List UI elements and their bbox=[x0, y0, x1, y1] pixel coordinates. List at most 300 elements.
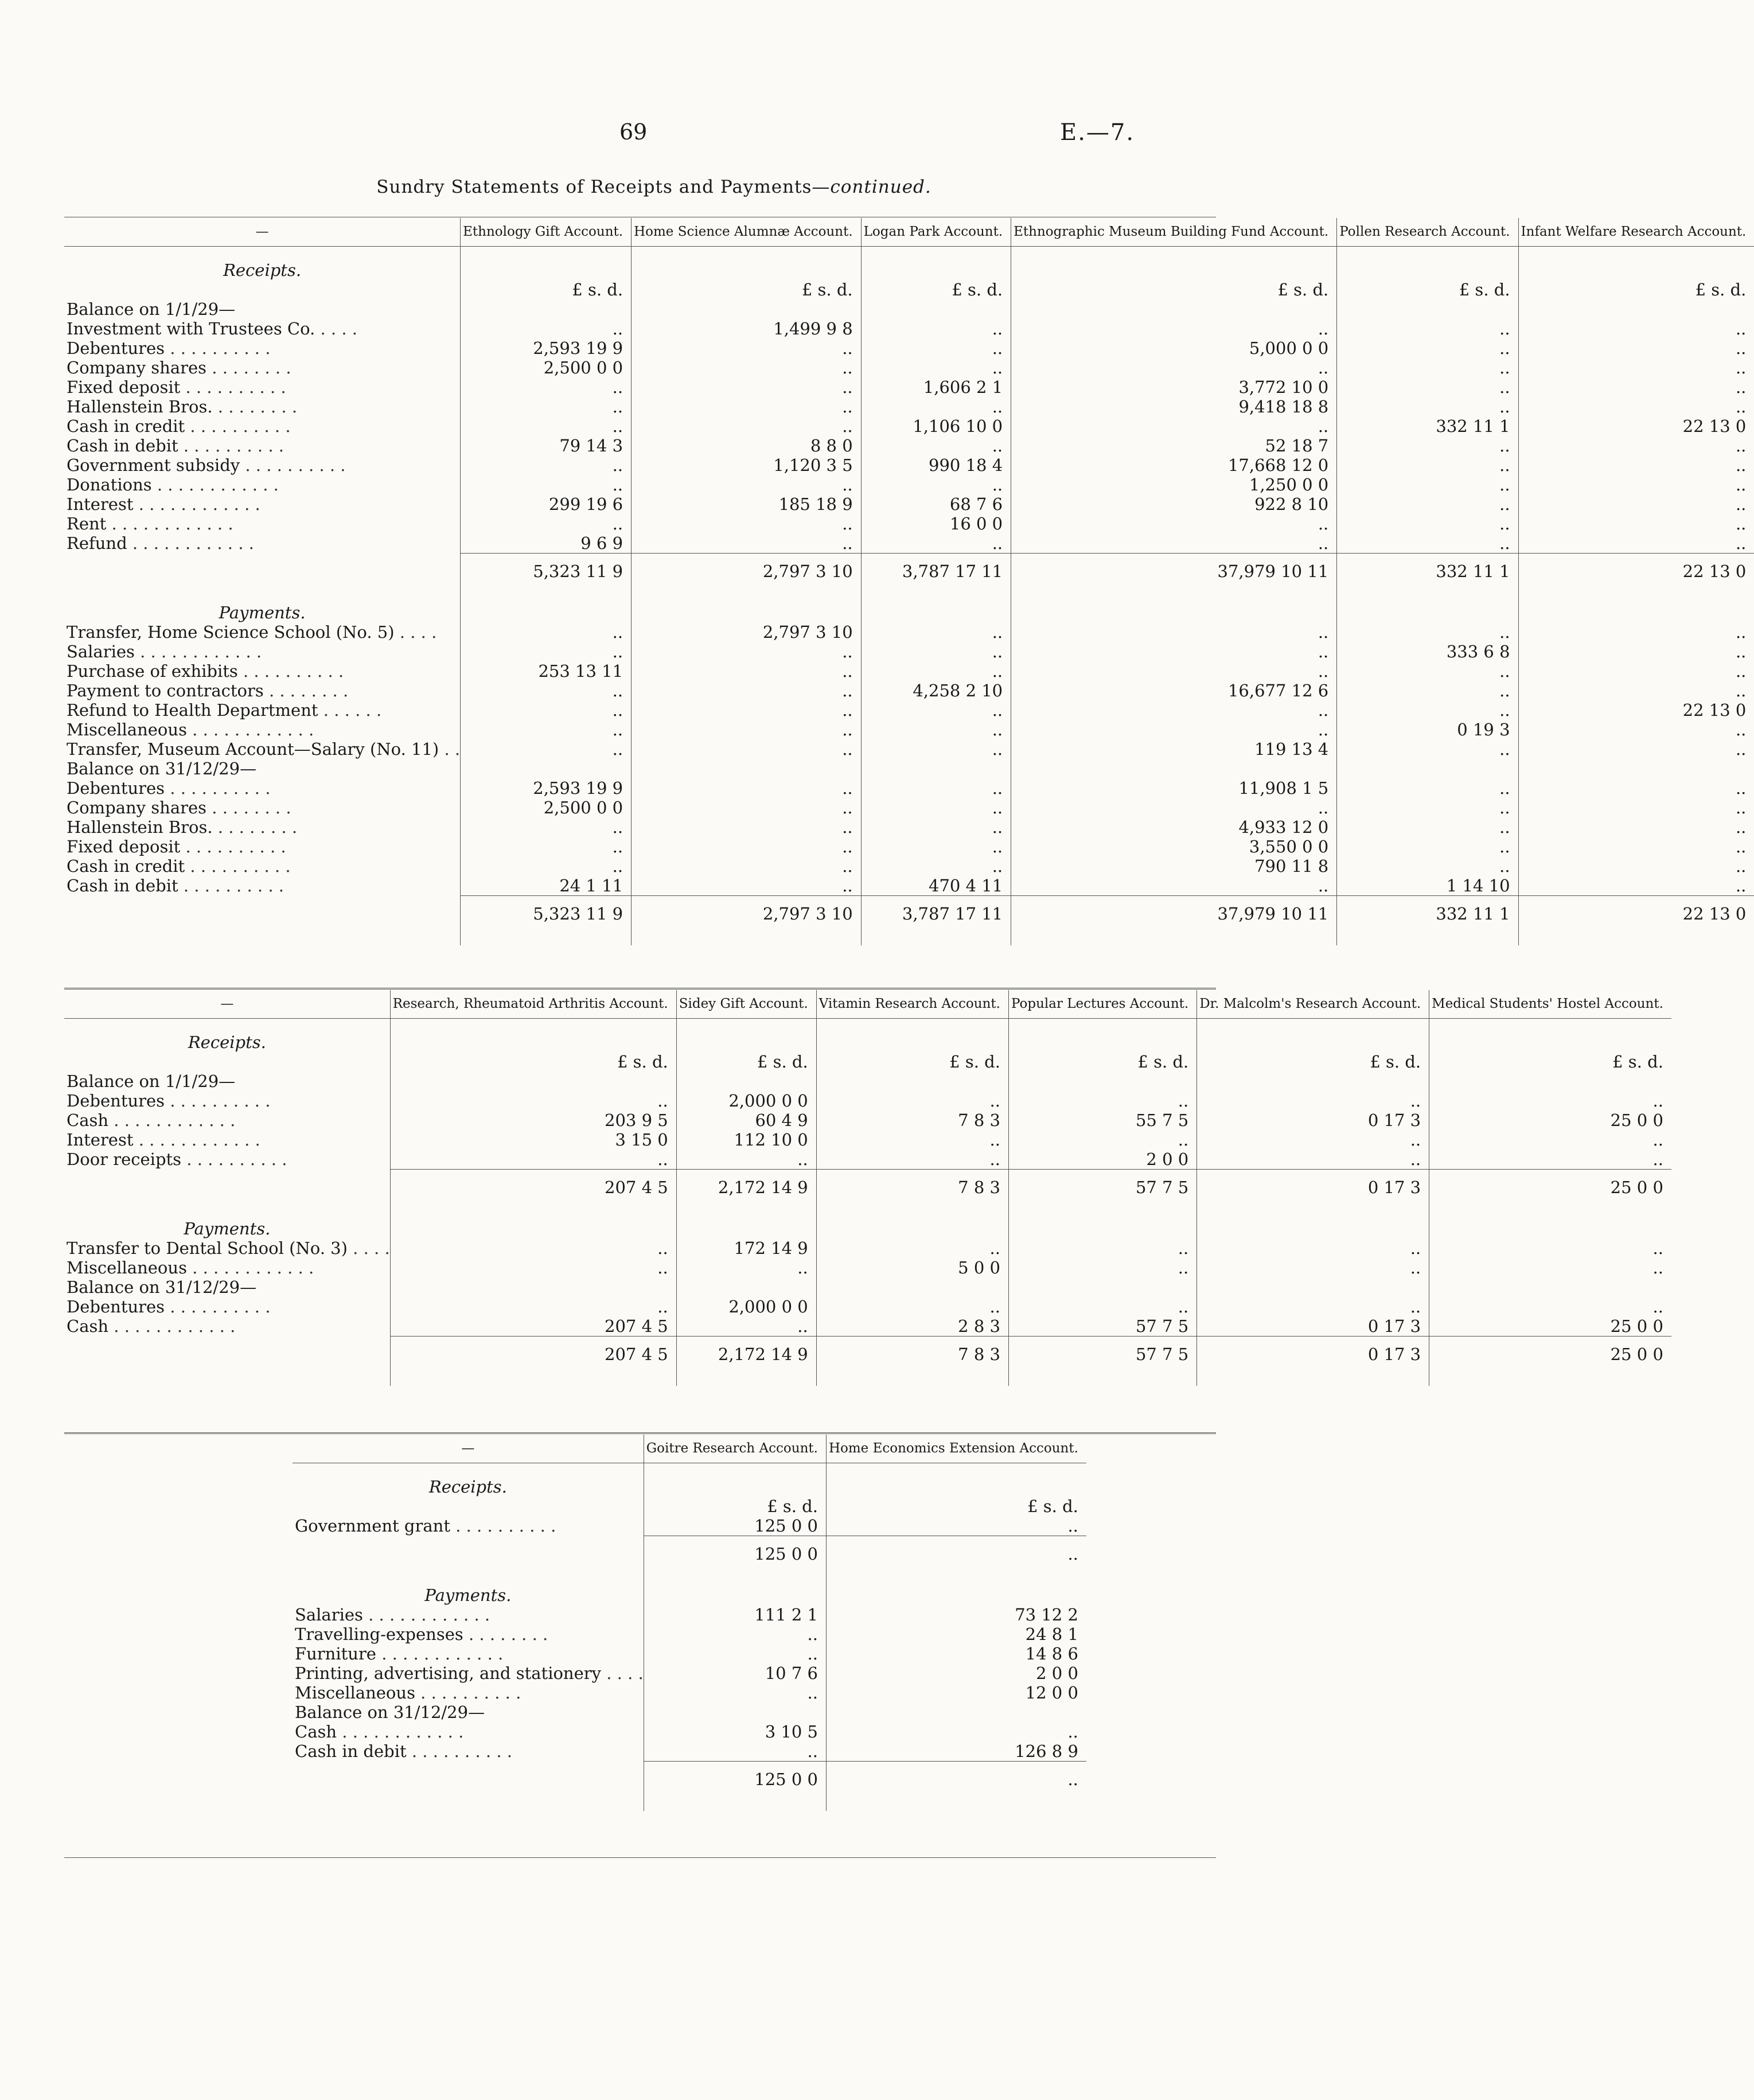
total-cell: 0 17 3 bbox=[1197, 1337, 1429, 1373]
amount-cell: 11,908 1 5 bbox=[1011, 778, 1337, 798]
table-row bbox=[64, 759, 1754, 778]
total-cell: 22 13 0 bbox=[1518, 554, 1754, 590]
row-label: Balance on 1/1/29— bbox=[67, 1072, 236, 1091]
row-label: Rent . . . . . . . . . . . . bbox=[67, 514, 233, 533]
amount-cell: .. bbox=[861, 338, 1011, 358]
amount-cell: 1,606 2 1 bbox=[861, 377, 1011, 397]
amount-cell: .. bbox=[1337, 377, 1518, 397]
amount-cell: .. bbox=[1197, 1297, 1429, 1316]
amount-cell: .. bbox=[861, 475, 1011, 494]
amount-cell: .. bbox=[861, 798, 1011, 817]
amount-cell: .. bbox=[461, 475, 632, 494]
amount-cell bbox=[1197, 1277, 1429, 1297]
amount-cell bbox=[1197, 1072, 1429, 1091]
table-row bbox=[64, 358, 1754, 377]
table-row bbox=[64, 514, 1754, 533]
amount-cell: .. bbox=[1197, 1091, 1429, 1111]
amount-cell: 22 13 0 bbox=[1518, 416, 1754, 436]
statement-table-3 bbox=[293, 1435, 1086, 1811]
table-row bbox=[64, 1238, 1671, 1258]
row-label: Fixed deposit . . . . . . . . . . bbox=[67, 837, 286, 856]
amount-cell: .. bbox=[461, 681, 632, 700]
amount-cell: .. bbox=[1011, 720, 1337, 739]
amount-cell: .. bbox=[861, 436, 1011, 455]
column-header: Dr. Malcolm's Research Account. bbox=[1197, 990, 1429, 1019]
total-cell: 0 17 3 bbox=[1197, 1170, 1429, 1206]
total-cell: 57 7 5 bbox=[1008, 1337, 1196, 1373]
column-header: Vitamin Research Account. bbox=[816, 990, 1008, 1019]
amount-cell: .. bbox=[861, 533, 1011, 554]
currency-header: £ s. d. bbox=[816, 1052, 1008, 1072]
total-cell: .. bbox=[826, 1536, 1086, 1572]
amount-cell: .. bbox=[1337, 514, 1518, 533]
amount-cell: .. bbox=[816, 1150, 1008, 1170]
amount-cell: .. bbox=[1518, 397, 1754, 416]
table-row bbox=[293, 1605, 1086, 1624]
amount-cell: .. bbox=[461, 377, 632, 397]
amount-cell: .. bbox=[861, 661, 1011, 681]
amount-cell: 1,120 3 5 bbox=[632, 455, 862, 475]
currency-header: £ s. d. bbox=[861, 280, 1011, 299]
table-row bbox=[293, 1702, 1086, 1722]
amount-cell: .. bbox=[1197, 1150, 1429, 1170]
table-row bbox=[64, 817, 1754, 837]
total-cell: 25 0 0 bbox=[1429, 1337, 1671, 1373]
amount-cell bbox=[461, 299, 632, 319]
amount-cell: 1,499 9 8 bbox=[632, 319, 862, 338]
amount-cell: 2,500 0 0 bbox=[461, 358, 632, 377]
amount-cell bbox=[1429, 1277, 1671, 1297]
amount-cell: 3,772 10 0 bbox=[1011, 377, 1337, 397]
amount-cell: 299 19 6 bbox=[461, 494, 632, 514]
table-row bbox=[64, 338, 1754, 358]
total-cell: 207 4 5 bbox=[390, 1170, 676, 1206]
row-label: Payment to contractors . . . . . . . . bbox=[67, 681, 349, 700]
column-header: Logan Park Account. bbox=[861, 218, 1011, 247]
table-row bbox=[64, 1277, 1671, 1297]
amount-cell bbox=[632, 299, 862, 319]
row-label: Balance on 1/1/29— bbox=[67, 299, 236, 319]
amount-cell: 203 9 5 bbox=[390, 1111, 676, 1130]
amount-cell bbox=[1518, 299, 1754, 319]
table-row bbox=[64, 1316, 1671, 1337]
amount-cell: .. bbox=[1337, 778, 1518, 798]
amount-cell: .. bbox=[1518, 642, 1754, 661]
amount-cell: .. bbox=[461, 700, 632, 720]
row-label: Fixed deposit . . . . . . . . . . bbox=[67, 377, 286, 397]
amount-cell: 17,668 12 0 bbox=[1011, 455, 1337, 475]
table-row bbox=[64, 455, 1754, 475]
table-row bbox=[64, 397, 1754, 416]
amount-cell bbox=[816, 1277, 1008, 1297]
row-label: Balance on 31/12/29— bbox=[67, 759, 257, 778]
amount-cell: .. bbox=[461, 416, 632, 436]
row-label: Debentures . . . . . . . . . . bbox=[67, 338, 271, 358]
amount-cell: 0 17 3 bbox=[1197, 1111, 1429, 1130]
amount-cell: .. bbox=[461, 739, 632, 759]
total-cell: .. bbox=[826, 1762, 1086, 1798]
amount-cell: 3,550 0 0 bbox=[1011, 837, 1337, 856]
amount-cell: .. bbox=[632, 338, 862, 358]
amount-cell: 24 8 1 bbox=[826, 1624, 1086, 1644]
amount-cell: .. bbox=[1011, 700, 1337, 720]
row-label: Hallenstein Bros. . . . . . . . . bbox=[67, 817, 298, 837]
amount-cell: 0 17 3 bbox=[1197, 1316, 1429, 1337]
amount-cell: 2 0 0 bbox=[826, 1663, 1086, 1683]
row-label: Cash . . . . . . . . . . . . bbox=[67, 1316, 236, 1337]
amount-cell: 68 7 6 bbox=[861, 494, 1011, 514]
currency-header: £ s. d. bbox=[632, 280, 862, 299]
amount-cell: .. bbox=[644, 1741, 826, 1762]
total-cell: 5,323 11 9 bbox=[461, 896, 632, 932]
row-label: Investment with Trustees Co. . . . . bbox=[67, 319, 358, 338]
amount-cell: 253 13 11 bbox=[461, 661, 632, 681]
statement-table-1 bbox=[64, 218, 1754, 945]
table-row bbox=[293, 1663, 1086, 1683]
amount-cell: 3 15 0 bbox=[390, 1130, 676, 1150]
amount-cell bbox=[861, 759, 1011, 778]
amount-cell: .. bbox=[644, 1644, 826, 1663]
row-label: Cash in credit . . . . . . . . . . bbox=[67, 856, 291, 876]
amount-cell: .. bbox=[1337, 533, 1518, 554]
amount-cell: .. bbox=[1518, 856, 1754, 876]
amount-cell: .. bbox=[461, 319, 632, 338]
table-row bbox=[64, 681, 1754, 700]
amount-cell: .. bbox=[1008, 1297, 1196, 1316]
amount-cell: .. bbox=[1011, 622, 1337, 642]
total-row bbox=[64, 554, 1754, 590]
amount-cell: 60 4 9 bbox=[676, 1111, 816, 1130]
amount-cell: .. bbox=[1518, 661, 1754, 681]
row-label: Transfer, Museum Account—Salary (No. 11) . . bbox=[67, 739, 461, 759]
amount-cell: .. bbox=[1197, 1258, 1429, 1277]
amount-cell: 185 18 9 bbox=[632, 494, 862, 514]
row-label: Cash in credit . . . . . . . . . . bbox=[67, 416, 291, 436]
amount-cell: .. bbox=[1518, 533, 1754, 554]
amount-cell: .. bbox=[861, 837, 1011, 856]
row-label: Salaries . . . . . . . . . . . . bbox=[67, 642, 262, 661]
amount-cell: 3 10 5 bbox=[644, 1722, 826, 1741]
amount-cell: 333 6 8 bbox=[1337, 642, 1518, 661]
rule-top-2 bbox=[64, 988, 1216, 989]
amount-cell: 126 8 9 bbox=[826, 1741, 1086, 1762]
table-row bbox=[64, 1072, 1671, 1091]
amount-cell: 2,593 19 9 bbox=[461, 778, 632, 798]
amount-cell: .. bbox=[461, 837, 632, 856]
amount-cell: .. bbox=[390, 1238, 676, 1258]
amount-cell: .. bbox=[1337, 436, 1518, 455]
row-label: Government grant . . . . . . . . . . bbox=[295, 1516, 556, 1536]
total-cell: 332 11 1 bbox=[1337, 554, 1518, 590]
amount-cell: .. bbox=[632, 837, 862, 856]
amount-cell: .. bbox=[632, 778, 862, 798]
column-header: Ethnology Gift Account. bbox=[461, 218, 632, 247]
row-label: Salaries . . . . . . . . . . . . bbox=[295, 1605, 490, 1624]
amount-cell: 2,797 3 10 bbox=[632, 622, 862, 642]
header-dash: — bbox=[293, 1435, 644, 1463]
amount-cell: .. bbox=[632, 739, 862, 759]
amount-cell: .. bbox=[861, 720, 1011, 739]
currency-header: £ s. d. bbox=[826, 1497, 1086, 1516]
amount-cell: .. bbox=[1518, 681, 1754, 700]
row-label: Interest . . . . . . . . . . . . bbox=[67, 494, 260, 514]
row-label: Donations . . . . . . . . . . . . bbox=[67, 475, 279, 494]
amount-cell: .. bbox=[1011, 514, 1337, 533]
total-cell: 125 0 0 bbox=[644, 1536, 826, 1572]
table-row bbox=[64, 720, 1754, 739]
amount-cell: .. bbox=[632, 681, 862, 700]
section-label: Payments. bbox=[219, 603, 306, 622]
total-row bbox=[293, 1762, 1086, 1798]
row-label: Travelling-expenses . . . . . . . . bbox=[295, 1624, 548, 1644]
currency-header: £ s. d. bbox=[676, 1052, 816, 1072]
amount-cell: .. bbox=[861, 778, 1011, 798]
amount-cell: .. bbox=[816, 1297, 1008, 1316]
amount-cell: .. bbox=[1429, 1258, 1671, 1277]
amount-cell: .. bbox=[1337, 739, 1518, 759]
amount-cell: 14 8 6 bbox=[826, 1644, 1086, 1663]
amount-cell: .. bbox=[1011, 642, 1337, 661]
table-row bbox=[64, 377, 1754, 397]
amount-cell bbox=[1008, 1277, 1196, 1297]
currency-header: £ s. d. bbox=[461, 280, 632, 299]
amount-cell: 8 8 0 bbox=[632, 436, 862, 455]
amount-cell: .. bbox=[1337, 319, 1518, 338]
amount-cell: 22 13 0 bbox=[1518, 700, 1754, 720]
amount-cell: 470 4 11 bbox=[861, 876, 1011, 896]
table-row bbox=[64, 436, 1754, 455]
amount-cell bbox=[1011, 299, 1337, 319]
row-label: Cash in debit . . . . . . . . . . bbox=[295, 1741, 513, 1762]
amount-cell: .. bbox=[390, 1150, 676, 1170]
currency-header: £ s. d. bbox=[644, 1497, 826, 1516]
table-row bbox=[64, 1130, 1671, 1150]
amount-cell: .. bbox=[1011, 661, 1337, 681]
amount-cell: .. bbox=[1011, 319, 1337, 338]
header-dash: — bbox=[64, 990, 390, 1019]
amount-cell: 2,000 0 0 bbox=[676, 1091, 816, 1111]
column-header: Pollen Research Account. bbox=[1337, 218, 1518, 247]
amount-cell: .. bbox=[816, 1130, 1008, 1150]
row-label: Cash in debit . . . . . . . . . . bbox=[67, 436, 284, 455]
total-cell: 332 11 1 bbox=[1337, 896, 1518, 932]
amount-cell: .. bbox=[1337, 358, 1518, 377]
amount-cell: .. bbox=[1008, 1238, 1196, 1258]
amount-cell: 790 11 8 bbox=[1011, 856, 1337, 876]
row-label: Hallenstein Bros. . . . . . . . . bbox=[67, 397, 298, 416]
amount-cell: 1,250 0 0 bbox=[1011, 475, 1337, 494]
amount-cell: .. bbox=[632, 416, 862, 436]
total-cell: 125 0 0 bbox=[644, 1762, 826, 1798]
amount-cell: .. bbox=[1429, 1238, 1671, 1258]
currency-header: £ s. d. bbox=[1337, 280, 1518, 299]
amount-cell bbox=[632, 759, 862, 778]
amount-cell: .. bbox=[1518, 455, 1754, 475]
amount-cell: .. bbox=[861, 739, 1011, 759]
amount-cell: .. bbox=[1518, 319, 1754, 338]
table-row bbox=[64, 739, 1754, 759]
amount-cell: .. bbox=[632, 798, 862, 817]
amount-cell: 172 14 9 bbox=[676, 1238, 816, 1258]
amount-cell: .. bbox=[461, 397, 632, 416]
section-label: Receipts. bbox=[188, 1033, 266, 1052]
amount-cell: 112 10 0 bbox=[676, 1130, 816, 1150]
table-row bbox=[293, 1624, 1086, 1644]
column-header: Home Economics Extension Account. bbox=[826, 1435, 1086, 1463]
row-label: Debentures . . . . . . . . . . bbox=[67, 1297, 271, 1316]
page-heading bbox=[0, 177, 1308, 197]
amount-cell: .. bbox=[861, 358, 1011, 377]
column-header: Goitre Research Account. bbox=[644, 1435, 826, 1463]
amount-cell bbox=[861, 299, 1011, 319]
amount-cell: .. bbox=[644, 1683, 826, 1702]
amount-cell: 125 0 0 bbox=[644, 1516, 826, 1536]
amount-cell: .. bbox=[1337, 798, 1518, 817]
table-row bbox=[293, 1516, 1086, 1536]
amount-cell: .. bbox=[1011, 416, 1337, 436]
amount-cell bbox=[826, 1702, 1086, 1722]
amount-cell: .. bbox=[861, 319, 1011, 338]
amount-cell: 4,258 2 10 bbox=[861, 681, 1011, 700]
amount-cell: .. bbox=[1008, 1130, 1196, 1150]
amount-cell: .. bbox=[1337, 856, 1518, 876]
amount-cell: 52 18 7 bbox=[1011, 436, 1337, 455]
amount-cell: .. bbox=[1429, 1091, 1671, 1111]
amount-cell: 55 7 5 bbox=[1008, 1111, 1196, 1130]
amount-cell: 16,677 12 6 bbox=[1011, 681, 1337, 700]
amount-cell: .. bbox=[1337, 455, 1518, 475]
rule-top-3 bbox=[64, 1432, 1216, 1434]
amount-cell: .. bbox=[1518, 514, 1754, 533]
amount-cell: 25 0 0 bbox=[1429, 1316, 1671, 1337]
row-label: Government subsidy . . . . . . . . . . bbox=[67, 455, 346, 475]
column-header: Popular Lectures Account. bbox=[1008, 990, 1196, 1019]
amount-cell: 10 7 6 bbox=[644, 1663, 826, 1683]
total-cell: 25 0 0 bbox=[1429, 1170, 1671, 1206]
amount-cell: .. bbox=[1337, 700, 1518, 720]
column-header: Research, Rheumatoid Arthritis Account. bbox=[390, 990, 676, 1019]
table-row bbox=[64, 1111, 1671, 1130]
amount-cell: .. bbox=[1518, 739, 1754, 759]
amount-cell: .. bbox=[826, 1516, 1086, 1536]
total-cell: 57 7 5 bbox=[1008, 1170, 1196, 1206]
row-label: Debentures . . . . . . . . . . bbox=[67, 1091, 271, 1111]
row-label: Company shares . . . . . . . . bbox=[67, 798, 291, 817]
amount-cell: .. bbox=[632, 817, 862, 837]
total-cell: 207 4 5 bbox=[390, 1337, 676, 1373]
amount-cell: .. bbox=[461, 720, 632, 739]
amount-cell: 5,000 0 0 bbox=[1011, 338, 1337, 358]
table-row bbox=[293, 1741, 1086, 1762]
row-label: Furniture . . . . . . . . . . . . bbox=[295, 1644, 504, 1663]
amount-cell bbox=[676, 1277, 816, 1297]
amount-cell: .. bbox=[390, 1297, 676, 1316]
row-label: Printing, advertising, and stationery . . . . bbox=[295, 1663, 644, 1683]
row-label: Purchase of exhibits . . . . . . . . . . bbox=[67, 661, 344, 681]
amount-cell: 73 12 2 bbox=[826, 1605, 1086, 1624]
total-cell: 2,172 14 9 bbox=[676, 1170, 816, 1206]
table-row bbox=[293, 1683, 1086, 1702]
amount-cell: 990 18 4 bbox=[861, 455, 1011, 475]
amount-cell: 2,000 0 0 bbox=[676, 1297, 816, 1316]
amount-cell: .. bbox=[632, 358, 862, 377]
amount-cell: 2,500 0 0 bbox=[461, 798, 632, 817]
row-label: Miscellaneous . . . . . . . . . . . . bbox=[67, 720, 314, 739]
page-number: 69 bbox=[619, 119, 648, 145]
amount-cell: .. bbox=[1197, 1130, 1429, 1150]
amount-cell: .. bbox=[461, 817, 632, 837]
amount-cell: .. bbox=[1518, 778, 1754, 798]
amount-cell: .. bbox=[632, 514, 862, 533]
table-row bbox=[64, 416, 1754, 436]
row-label: Refund . . . . . . . . . . . . bbox=[67, 533, 254, 554]
amount-cell: .. bbox=[1011, 876, 1337, 896]
amount-cell: .. bbox=[461, 856, 632, 876]
amount-cell: .. bbox=[1518, 817, 1754, 837]
amount-cell: .. bbox=[632, 642, 862, 661]
table-row bbox=[64, 876, 1754, 896]
amount-cell: 12 0 0 bbox=[826, 1683, 1086, 1702]
total-cell: 3,787 17 11 bbox=[861, 554, 1011, 590]
section-label: Payments. bbox=[184, 1219, 271, 1238]
amount-cell bbox=[390, 1072, 676, 1091]
amount-cell: 4,933 12 0 bbox=[1011, 817, 1337, 837]
rule-bottom bbox=[64, 1857, 1216, 1858]
table-row bbox=[64, 642, 1754, 661]
amount-cell: 119 13 4 bbox=[1011, 739, 1337, 759]
amount-cell: 111 2 1 bbox=[644, 1605, 826, 1624]
amount-cell: .. bbox=[861, 700, 1011, 720]
header-dash: — bbox=[64, 218, 461, 247]
amount-cell: 207 4 5 bbox=[390, 1316, 676, 1337]
row-label: Balance on 31/12/29— bbox=[67, 1277, 257, 1297]
amount-cell: .. bbox=[1429, 1150, 1671, 1170]
amount-cell: .. bbox=[1518, 876, 1754, 896]
table-row bbox=[64, 1091, 1671, 1111]
amount-cell: .. bbox=[632, 397, 862, 416]
total-cell: 37,979 10 11 bbox=[1011, 896, 1337, 932]
amount-cell: .. bbox=[1337, 661, 1518, 681]
amount-cell: .. bbox=[1337, 494, 1518, 514]
amount-cell: .. bbox=[861, 622, 1011, 642]
amount-cell bbox=[644, 1702, 826, 1722]
amount-cell: .. bbox=[1337, 475, 1518, 494]
currency-header: £ s. d. bbox=[1011, 280, 1337, 299]
total-cell: 7 8 3 bbox=[816, 1337, 1008, 1373]
table-row bbox=[293, 1644, 1086, 1663]
amount-cell bbox=[1429, 1072, 1671, 1091]
heading-continued: continued. bbox=[830, 177, 931, 197]
amount-cell: .. bbox=[1011, 798, 1337, 817]
amount-cell: 2 0 0 bbox=[1008, 1150, 1196, 1170]
amount-cell: .. bbox=[1008, 1258, 1196, 1277]
currency-header: £ s. d. bbox=[390, 1052, 676, 1072]
table-row bbox=[64, 856, 1754, 876]
table-row bbox=[64, 1258, 1671, 1277]
row-label: Balance on 31/12/29— bbox=[295, 1702, 485, 1722]
amount-cell: .. bbox=[1197, 1238, 1429, 1258]
amount-cell: 332 11 1 bbox=[1337, 416, 1518, 436]
amount-cell: 24 1 11 bbox=[461, 876, 632, 896]
column-header: Ethnographic Museum Building Fund Account. bbox=[1011, 218, 1337, 247]
heading-main: Sundry Statements of Receipts and Payments— bbox=[376, 177, 831, 197]
total-cell: 7 8 3 bbox=[816, 1170, 1008, 1206]
total-row bbox=[64, 896, 1754, 932]
column-header: Home Science Alumnæ Account. bbox=[632, 218, 862, 247]
row-label: Cash in debit . . . . . . . . . . bbox=[67, 876, 284, 896]
amount-cell: .. bbox=[1518, 837, 1754, 856]
table-row bbox=[64, 494, 1754, 514]
